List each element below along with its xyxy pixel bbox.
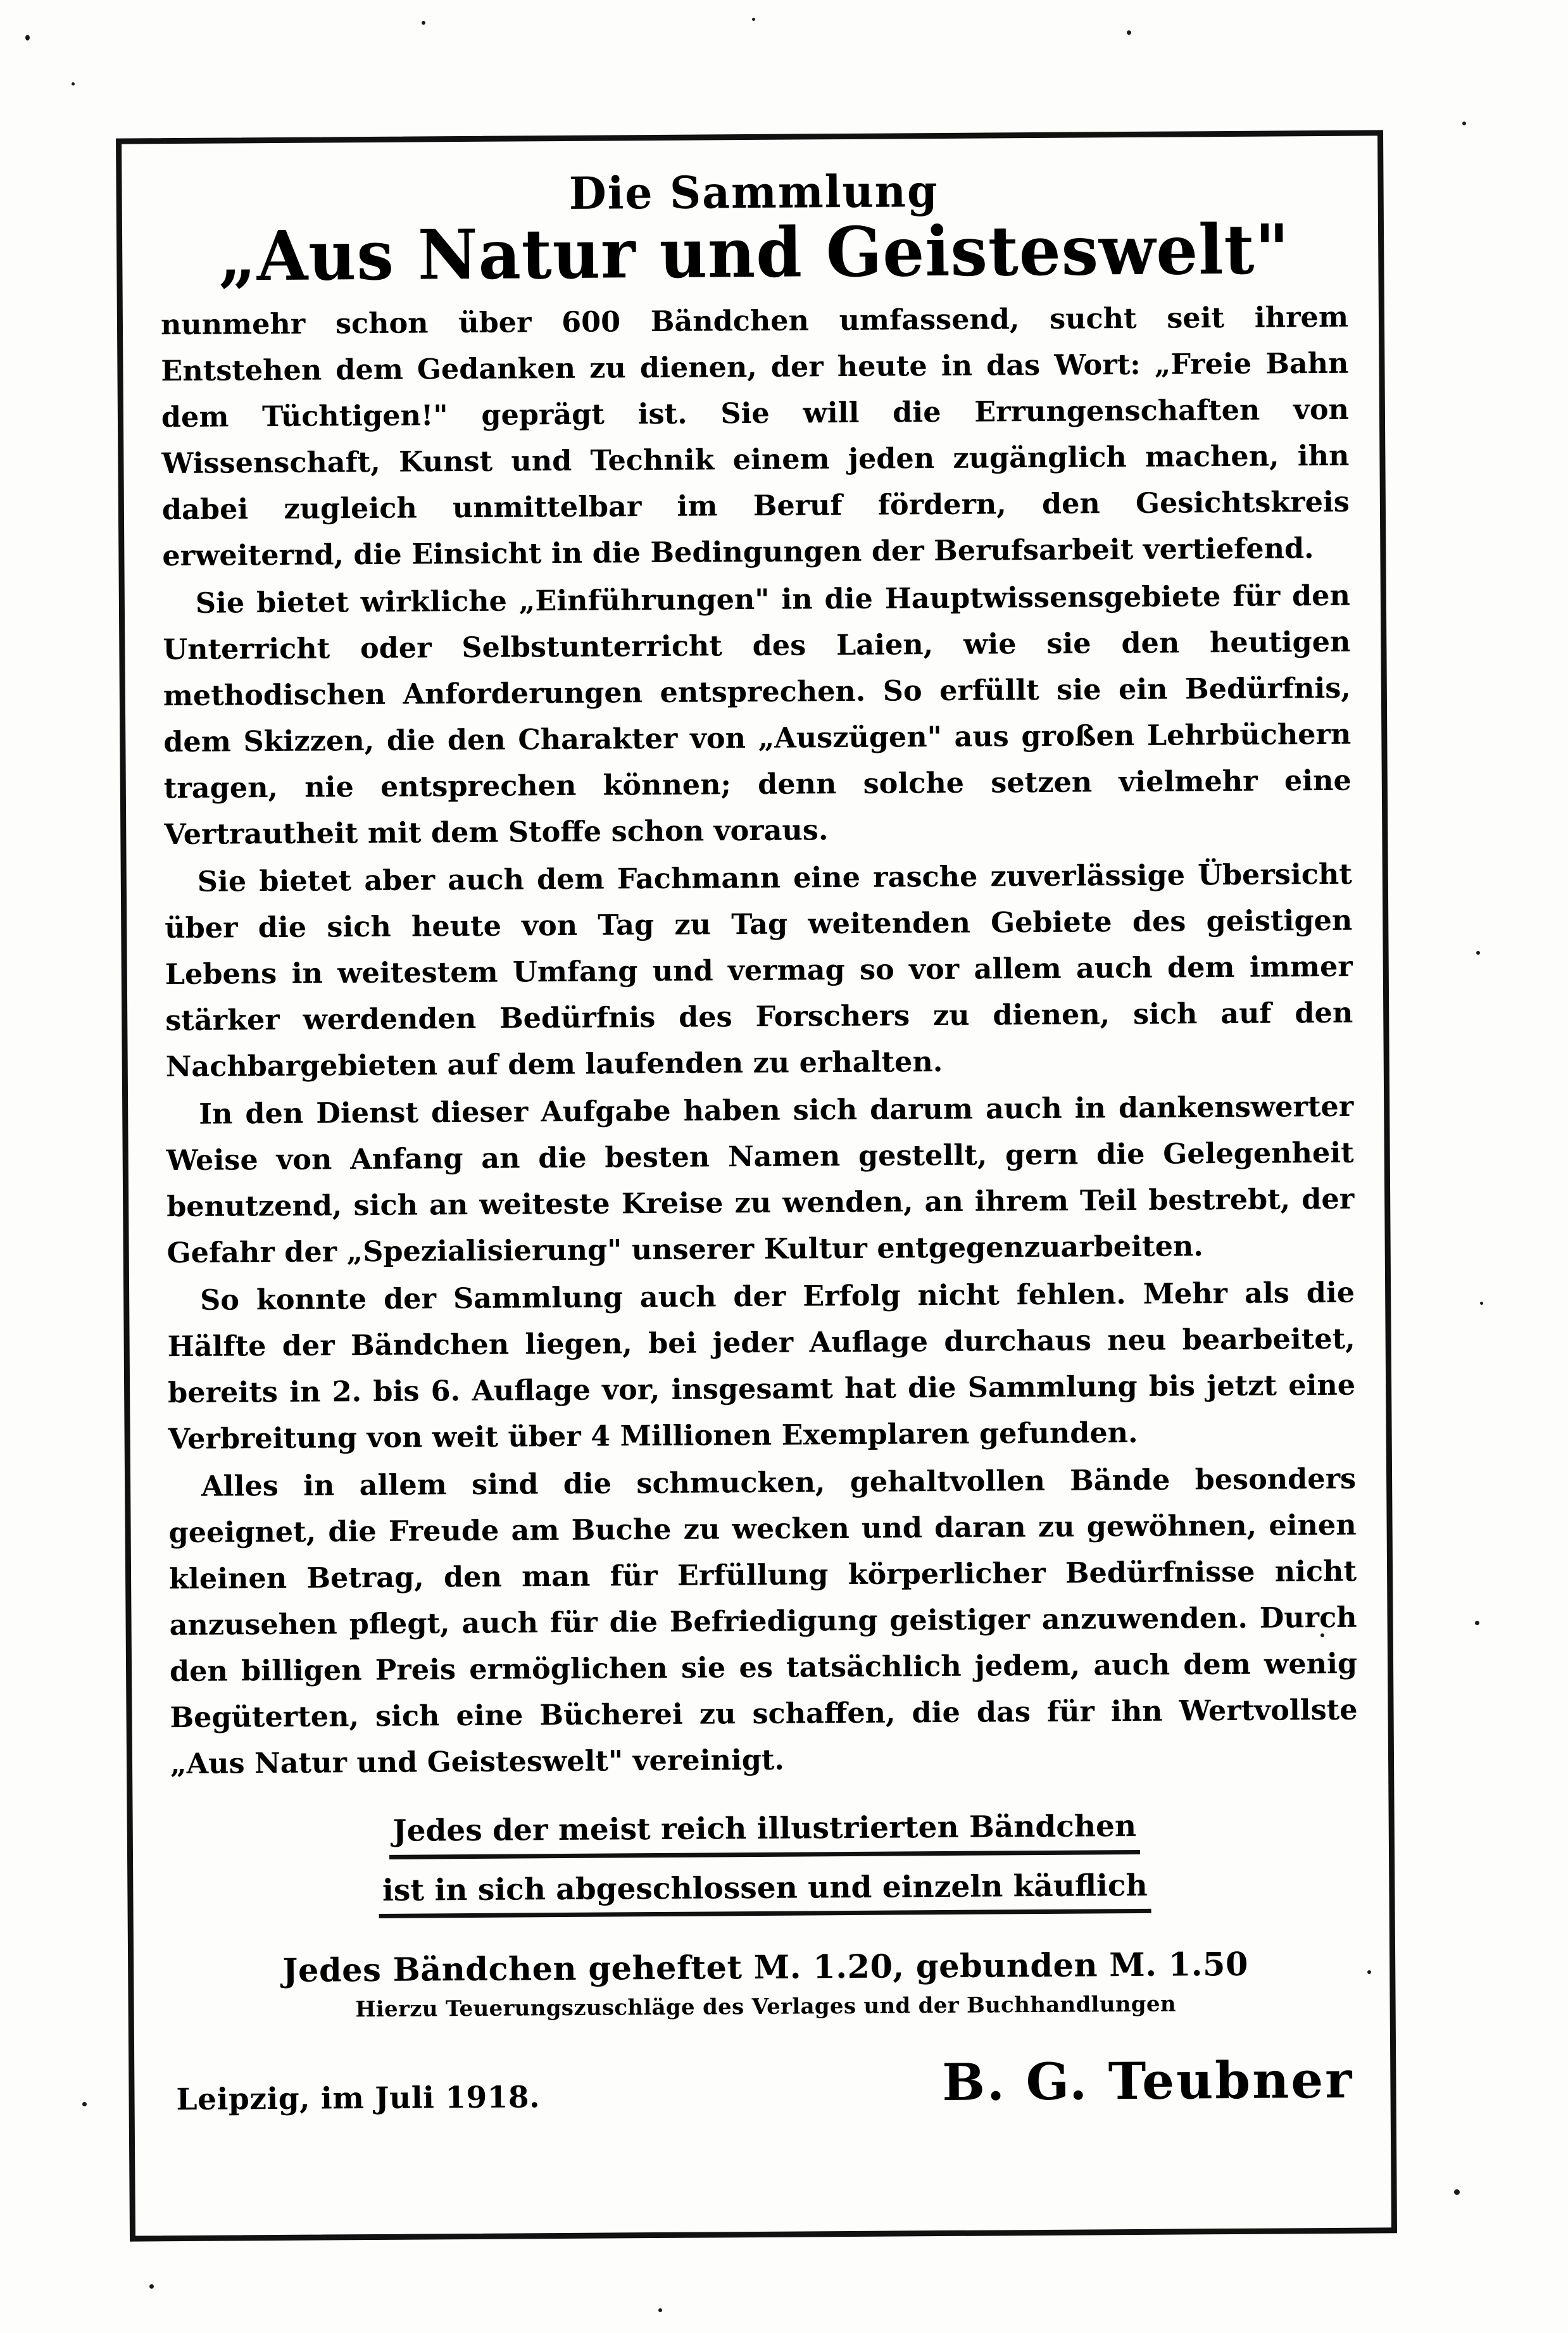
callout-line-sold-separately: ist in sich abgeschlossen und einzeln käuflich xyxy=(379,1868,1151,1918)
scan-speck xyxy=(82,2102,87,2106)
footer-place-and-date: Leipzig, im Juli 1918. xyxy=(176,2080,541,2118)
scan-speck xyxy=(1462,122,1466,125)
paragraph-fachmann: Sie bietet aber auch dem Fachmann eine rasche zuverlässige Übersicht über die sich heute von Tag zu Tag weitenden Gebiete des geistigen Lebens in weitestem Umfang und vermag so vor allem auch dem immer stärker werdenden Bedürfnis des Forschers zu dienen, sich auf den Nachbargebieten auf dem laufenden zu erhalten. xyxy=(165,857,1353,1084)
scan-speck xyxy=(72,82,75,85)
scan-speck xyxy=(1476,951,1480,955)
callout-block xyxy=(171,1808,1359,1934)
scan-speck xyxy=(658,2308,662,2312)
advertisement-content xyxy=(160,160,1360,2223)
scan-speck xyxy=(1454,2189,1460,2195)
footer xyxy=(172,2050,1360,2117)
footer-publisher-name: B. G. Teubner xyxy=(942,2049,1354,2113)
scan-speck xyxy=(1475,1621,1479,1625)
price-statement: Jedes Bändchen geheftet M. 1.20, gebunden M. 1.50 xyxy=(282,1945,1249,1990)
scan-speck xyxy=(149,2284,154,2289)
paragraph-einfuehrungen: Sie bietet wirkliche „Einführungen" in die Hauptwissensgebiete für den Unterricht oder Selbstunterricht des Laien, wie sie den heutigen methodischen Anforderungen entsprechen. So erfüllt sie ein Bedürfnis, dem Skizzen, die den Charakter von „Auszügen" aus großen Lehrbüchern tragen, nie entsprechen können; denn solche setzen vielmehr eine Vertrautheit mit dem Stoffe schon voraus. xyxy=(163,579,1352,852)
paragraph-dienst: In den Dienst dieser Aufgabe haben sich darum auch in dankenswerter Weise von Anfang an die besten Namen gestellt, gern die Gelegenheit benutzend, sich an weiteste Kreise zu wenden, an ihrem Teil bestrebt, der Gefahr der „Spezialisierung" unserer Kultur entgegenzuarbeiten. xyxy=(166,1090,1355,1270)
paragraph-erfolg: So konnte der Sammlung auch der Erfolg nicht fehlen. Mehr als die Hälfte der Bändchen liegen, bei jeder Auflage durchaus neu bearbeitet, bereits in 2. bis 6. Auflage vor, insgesamt hat die Sammlung bis jetzt eine Verbreitung von weit über 4 Millionen Exemplaren gefunden. xyxy=(167,1276,1356,1456)
scan-speck xyxy=(1480,1302,1483,1305)
callout-line-illustrated: Jedes der meist reich illustrierten Bändchen xyxy=(389,1809,1140,1859)
paragraph-alles-in-allem: Alles in allem sind die schmucken, gehaltvollen Bände besonders geeignet, die Freude am Buche zu wecken und daran zu gewöhnen, einen kleinen Betrag, den man für Erfüllung körperlicher Bedürfnisse nicht anzusehen pflegt, auch für die Befriedigung geistiger anzuwenden. Durch den billigen Preis ermöglichen sie es tatsächlich jedem, auch dem wenig Begüterten, sich eine Bücherei zu schaffen, die das für ihn Wertvollste „Aus Natur und Geisteswelt" vereinigt. xyxy=(168,1462,1358,1781)
scan-speck xyxy=(1127,30,1131,35)
advertisement-frame xyxy=(116,130,1397,2241)
body-text xyxy=(161,294,1358,1787)
scan-speck xyxy=(422,21,425,25)
page-title-line-1: Die Sammlung xyxy=(568,165,939,220)
price-surcharge-note: Hierzu Teuerungszuschläge des Verlages und der Buchhandlungen xyxy=(355,1991,1176,2023)
scan-speck xyxy=(752,18,755,21)
scan-speck xyxy=(25,35,30,41)
page-title-line-2: „Aus Natur und Geisteswelt" xyxy=(218,210,1290,297)
paragraph-intro: nunmehr schon über 600 Bändchen umfassend, sucht seit ihrem Entstehen dem Gedanken zu dienen, der heute in das Wort: „Freie Bahn dem Tüchtigen!" geprägt ist. Sie will die Errungenschaften von Wissenschaft, Kunst und Technik einem jeden zugänglich machen, ihn dabei zugleich unmittelbar im Beruf fördern, den Gesichtskreis erweiternd, die Einsicht in die Bedingungen der Berufsarbeit vertiefend. xyxy=(160,300,1350,573)
